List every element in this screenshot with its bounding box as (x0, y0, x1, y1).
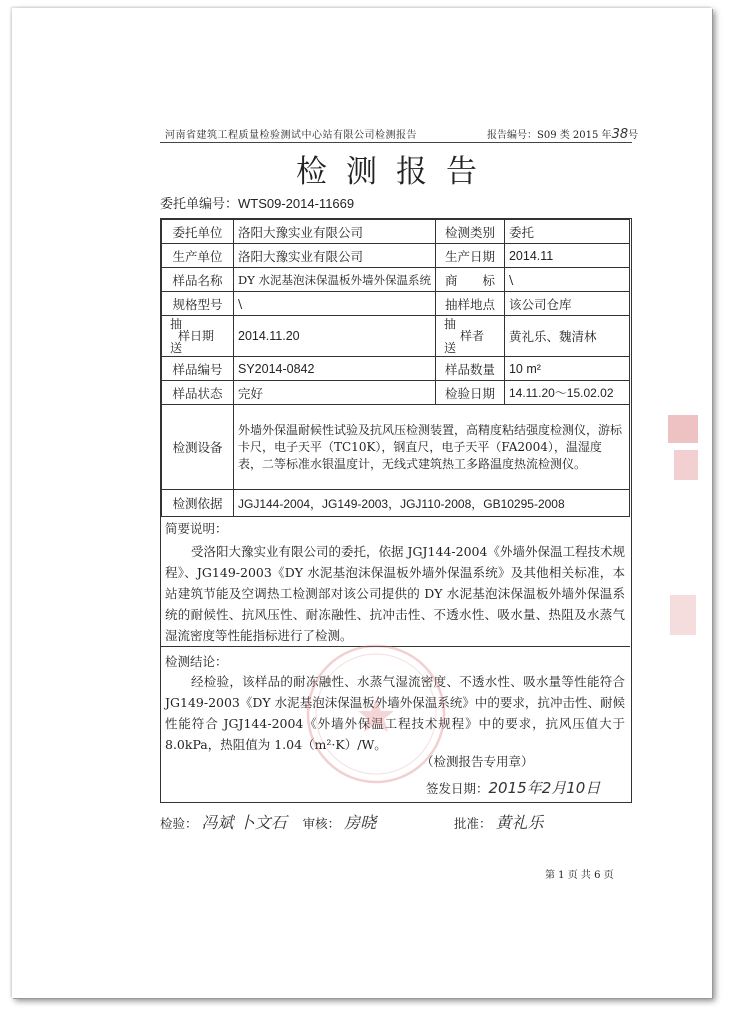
sampler-label-b: 样者 (459, 329, 484, 343)
basis-label: 检测依据 (162, 490, 234, 517)
spec-value: \ (234, 292, 436, 316)
producer-label: 生产单位 (162, 244, 234, 268)
report-number-suffix: 号 (628, 130, 639, 141)
entrust-value: WTS09-2014-11669 (238, 196, 355, 211)
table-row (162, 244, 630, 268)
notes-heading: 简要说明： (165, 521, 228, 536)
basis-value: JGJ144-2004，JG149-2003，JGJ110-2008，GB10295-2008 (234, 490, 630, 517)
header-org: 河南省建筑工程质量检验测试中心站有限公司检测报告 (165, 130, 417, 141)
state-label: 样品状态 (162, 381, 234, 405)
table-row (162, 316, 630, 357)
signature-row (160, 810, 544, 833)
review-signature: 房晓 (344, 813, 377, 832)
trademark-value: \ (504, 268, 629, 292)
prod-date-value: 2014.11 (504, 244, 629, 268)
quantity-label: 样品数量 (435, 357, 504, 381)
approve-label: 批准： (454, 816, 492, 831)
sampler-label-c: 送 (443, 341, 456, 355)
sampler-label-a: 抽 (443, 317, 456, 331)
spec-label: 规格型号 (162, 292, 234, 316)
report-body (160, 218, 632, 803)
table-row (162, 292, 630, 316)
equipment-label: 检测设备 (162, 405, 234, 490)
equipment-value: 外墙外保温耐候性试验及抗风压检测装置，高精度粘结强度检测仪，游标卡尺，电子天平（TC10K），钢直尺，电子天平（FA2004），温湿度表，二等标准水银温度计，无线式建筑热工多路温度热流检测仪。 (234, 405, 630, 490)
entrust-number (160, 193, 354, 212)
approve-signature: 黄礼乐 (495, 813, 544, 832)
prod-date-label: 生产日期 (435, 244, 504, 268)
trademark-label: 商 标 (435, 268, 504, 292)
report-number-prefix: 报告编号：S09 类 2015 年 (487, 130, 612, 141)
table-row (162, 381, 630, 405)
table-row (162, 357, 630, 381)
sampling-site-label: 抽样地点 (435, 292, 504, 316)
sample-no-value: SY2014-0842 (234, 357, 436, 381)
sampler-value: 黄礼乐、魏清林 (504, 316, 629, 357)
review-label: 审核： (302, 816, 341, 831)
sampling-site-value: 该公司仓库 (504, 292, 629, 316)
page-title: 检测报告 (296, 154, 496, 190)
entrust-label: 委托单编号： (160, 197, 239, 212)
sample-date-label-b: 样日期 (178, 329, 215, 343)
seal-edge-icon (664, 405, 704, 655)
sample-name-value: DY 水泥基泡沫保温板外墙外保温系统 (234, 268, 436, 292)
info-table (161, 219, 630, 517)
test-type-value: 委托 (504, 220, 629, 244)
inspect-label: 检验： (160, 816, 198, 831)
table-row (162, 220, 630, 244)
table-row (162, 405, 630, 490)
sample-date-value: 2014.11.20 (234, 316, 436, 357)
sampler-label (435, 316, 504, 357)
page-number: 第 1 页 共 6 页 (545, 870, 614, 881)
sample-date-label (162, 316, 234, 357)
conclusion-body: 经检验，该样品的耐冻融性、水蒸气湿流密度、不透水性、吸水量等性能符合 JG149-2003《DY 水泥基泡沫保温板外墙外保温系统》中的要求，抗冲击性、耐候性能符合 JGJ144-2004《外墙外保温工程技术规程》中的要求，抗风压值大于 8.0kPa，热阻值为 1.04（m²·K）/W。 (165, 674, 625, 752)
client-label: 委托单位 (162, 220, 234, 244)
table-row (162, 490, 630, 517)
seal-note: （检测报告专用章） (421, 754, 534, 769)
header-rule (160, 142, 632, 143)
sample-name-label: 样品名称 (162, 268, 234, 292)
state-value: 完好 (234, 381, 436, 405)
table-row (162, 268, 630, 292)
sample-date-label-a: 抽 (170, 317, 183, 331)
test-date-value: 14.11.20～15.02.02 (504, 381, 629, 405)
sample-no-label: 样品编号 (162, 357, 234, 381)
issue-date-value: 2015年2月10日 (488, 779, 601, 797)
quantity-value: 10 m² (504, 357, 629, 381)
inspect-signature: 冯斌 卜文石 (201, 813, 287, 832)
test-type-label: 检测类别 (435, 220, 504, 244)
client-value: 洛阳大豫实业有限公司 (234, 220, 436, 244)
header-report-number (487, 126, 638, 142)
official-seal-icon (291, 639, 461, 789)
report-number-handwritten: 38 (611, 127, 629, 142)
issue-date-label: 签发日期： (426, 781, 489, 796)
sample-date-label-c: 送 (170, 341, 183, 355)
producer-value: 洛阳大豫实业有限公司 (234, 244, 436, 268)
test-date-label: 检验日期 (435, 381, 504, 405)
conclusion-heading: 检测结论： (165, 654, 228, 669)
notes-body: 受洛阳大豫实业有限公司的委托，依据 JGJ144-2004《外墙外保温工程技术规程》、JG149-2003《DY 水泥基泡沫保温板外墙外保温系统》及其他相关标准，本站建筑节能及空调热工检测部对该公司提供的 DY 水泥基泡沫保温板外墙外保温系统的耐候性、抗风压性、耐冻融性、抗冲击性、不透水性、吸水量、热阻及水蒸气湿流密度等性能指标进行了检测。 (165, 544, 625, 643)
